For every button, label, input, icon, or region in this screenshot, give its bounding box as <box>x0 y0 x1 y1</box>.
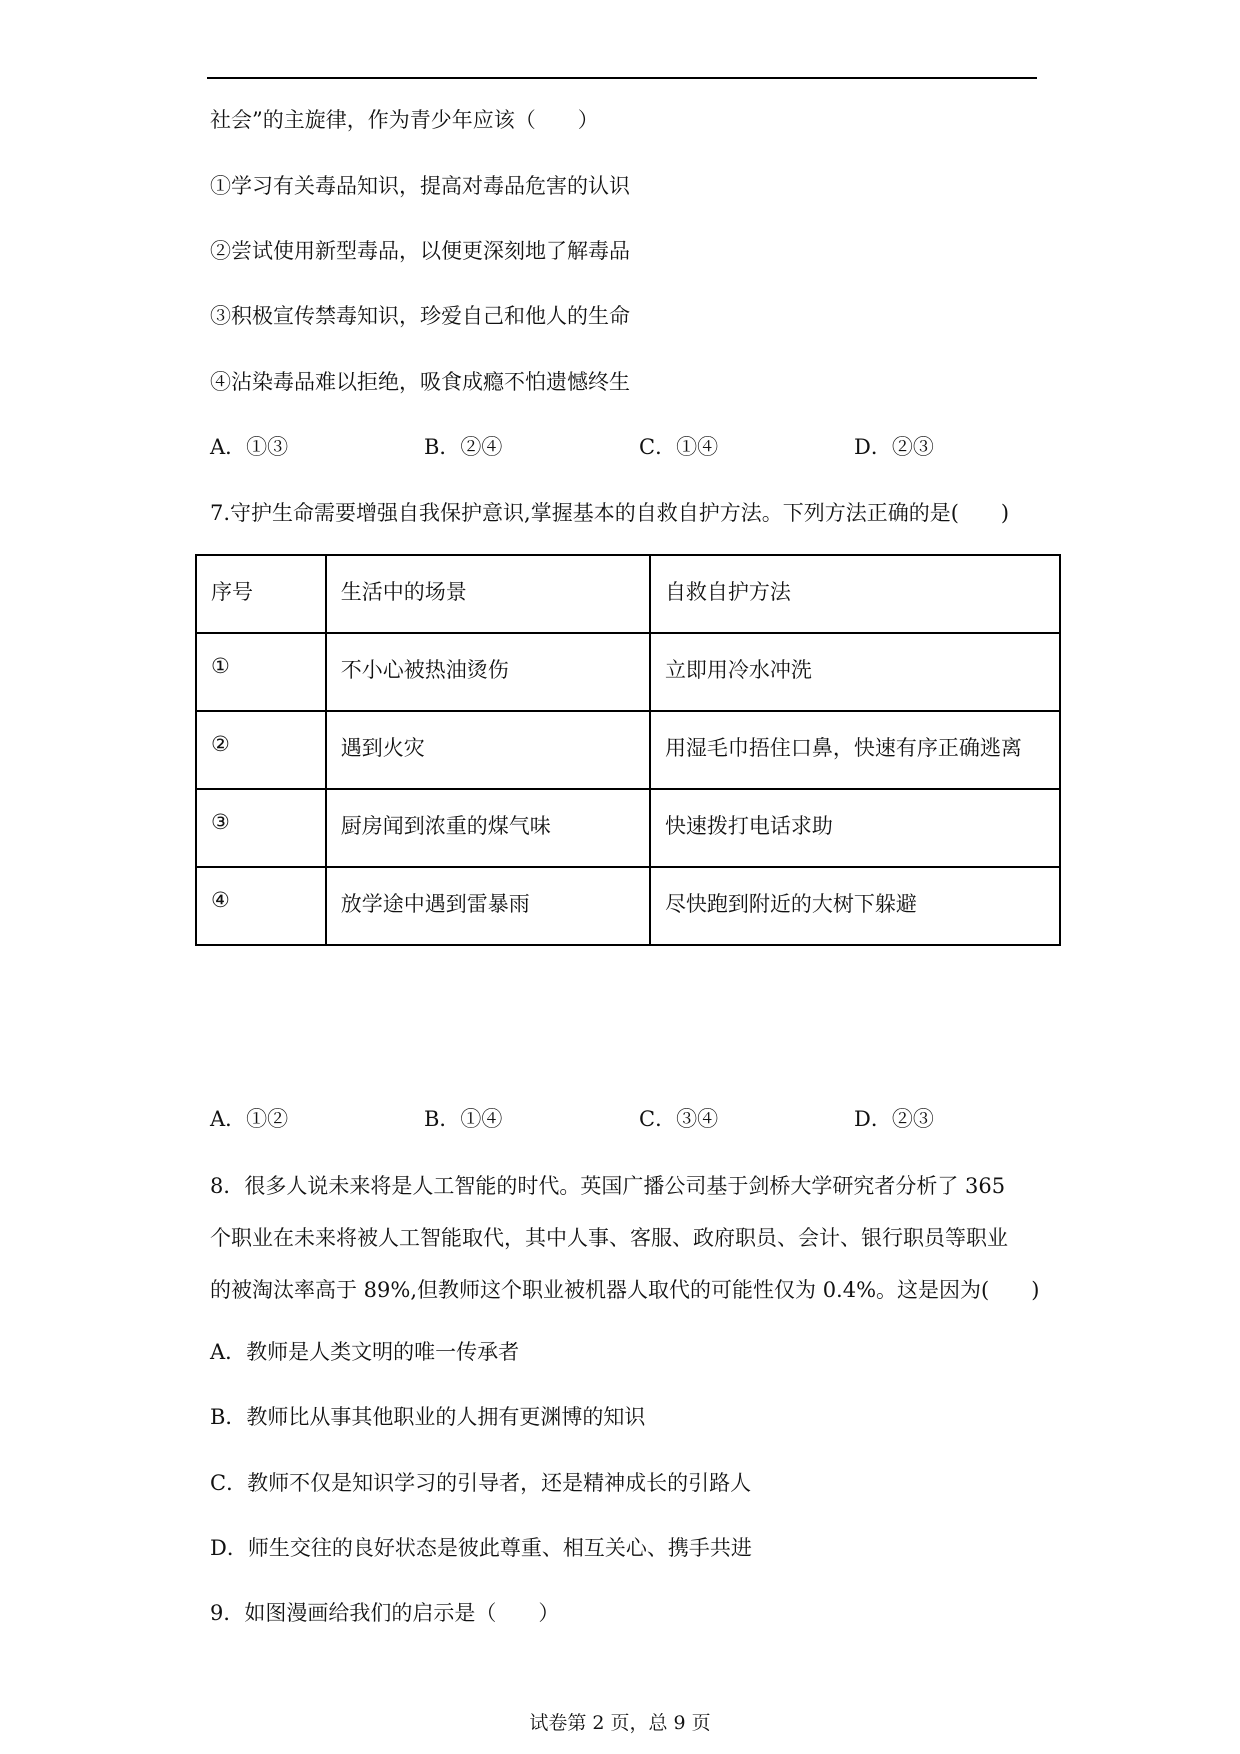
table-row <box>196 789 1060 867</box>
q9-stem: 9．如图漫画给我们的启示是（ ） <box>210 1601 560 1625</box>
q6-item-2: ②尝试使用新型毒品，以便更深刻地了解毒品 <box>210 239 630 263</box>
table-cell: ③ <box>196 789 326 867</box>
q6-item-4: ④沾染毒品难以拒绝，吸食成瘾不怕遗憾终生 <box>210 370 630 394</box>
table-cell: 用湿毛巾捂住口鼻，快速有序正确逃离 <box>650 711 1060 789</box>
table-cell: 立即用冷水冲洗 <box>650 633 1060 711</box>
q6-option-b[interactable]: B．②④ <box>424 435 503 459</box>
table-header-cell: 自救自护方法 <box>650 555 1060 633</box>
table-row <box>196 633 1060 711</box>
table-row <box>196 867 1060 945</box>
q7-option-d[interactable]: D．②③ <box>854 1107 934 1131</box>
q8-option-b[interactable]: B．教师比从事其他职业的人拥有更渊博的知识 <box>210 1405 646 1429</box>
table-header-cell: 生活中的场景 <box>326 555 650 633</box>
q8-stem-line-3: 的被淘汰率高于 89%,但教师这个职业被机器人取代的可能性仅为 0.4%。这是因为( ) <box>210 1278 1040 1302</box>
q7-stem: 7.守护生命需要增强自我保护意识,掌握基本的自救自护方法。下列方法正确的是( ) <box>210 501 1010 525</box>
q7-table <box>195 554 1061 946</box>
q8-stem-line-1: 8．很多人说未来将是人工智能的时代。英国广播公司基于剑桥大学研究者分析了 365 <box>210 1174 1006 1198</box>
table-header-row <box>196 555 1060 633</box>
q8-option-a[interactable]: A．教师是人类文明的唯一传承者 <box>210 1340 520 1364</box>
table-row <box>196 711 1060 789</box>
table-cell: 遇到火灾 <box>326 711 650 789</box>
q6-item-3: ③积极宣传禁毒知识，珍爱自己和他人的生命 <box>210 304 630 328</box>
q7-option-b[interactable]: B．①④ <box>424 1107 503 1131</box>
header-rule <box>207 77 1037 79</box>
table-cell: 快速拨打电话求助 <box>650 789 1060 867</box>
q6-stem-tail: 社会”的主旋律，作为青少年应该（ ） <box>210 108 599 132</box>
q8-option-c[interactable]: C．教师不仅是知识学习的引导者，还是精神成长的引路人 <box>210 1471 752 1495</box>
q8-option-d[interactable]: D．师生交往的良好状态是彼此尊重、相互关心、携手共进 <box>210 1536 752 1560</box>
table-cell: 不小心被热油烫伤 <box>326 633 650 711</box>
table-cell: ① <box>196 633 326 711</box>
table-cell: 厨房闻到浓重的煤气味 <box>326 789 650 867</box>
table-header-cell: 序号 <box>196 555 326 633</box>
q6-option-a[interactable]: A．①③ <box>210 435 289 459</box>
page-footer: 试卷第 2 页，总 9 页 <box>529 1712 711 1734</box>
q8-stem-line-2: 个职业在未来将被人工智能取代，其中人事、客服、政府职员、会计、银行职员等职业 <box>210 1226 1008 1250</box>
q6-option-d[interactable]: D．②③ <box>854 435 934 459</box>
q7-option-c[interactable]: C．③④ <box>639 1107 719 1131</box>
q6-item-1: ①学习有关毒品知识，提高对毒品危害的认识 <box>210 174 630 198</box>
table-cell: ② <box>196 711 326 789</box>
table-cell: 放学途中遇到雷暴雨 <box>326 867 650 945</box>
q6-option-c[interactable]: C．①④ <box>639 435 719 459</box>
table-cell: ④ <box>196 867 326 945</box>
q7-option-a[interactable]: A．①② <box>210 1107 289 1131</box>
table-cell: 尽快跑到附近的大树下躲避 <box>650 867 1060 945</box>
